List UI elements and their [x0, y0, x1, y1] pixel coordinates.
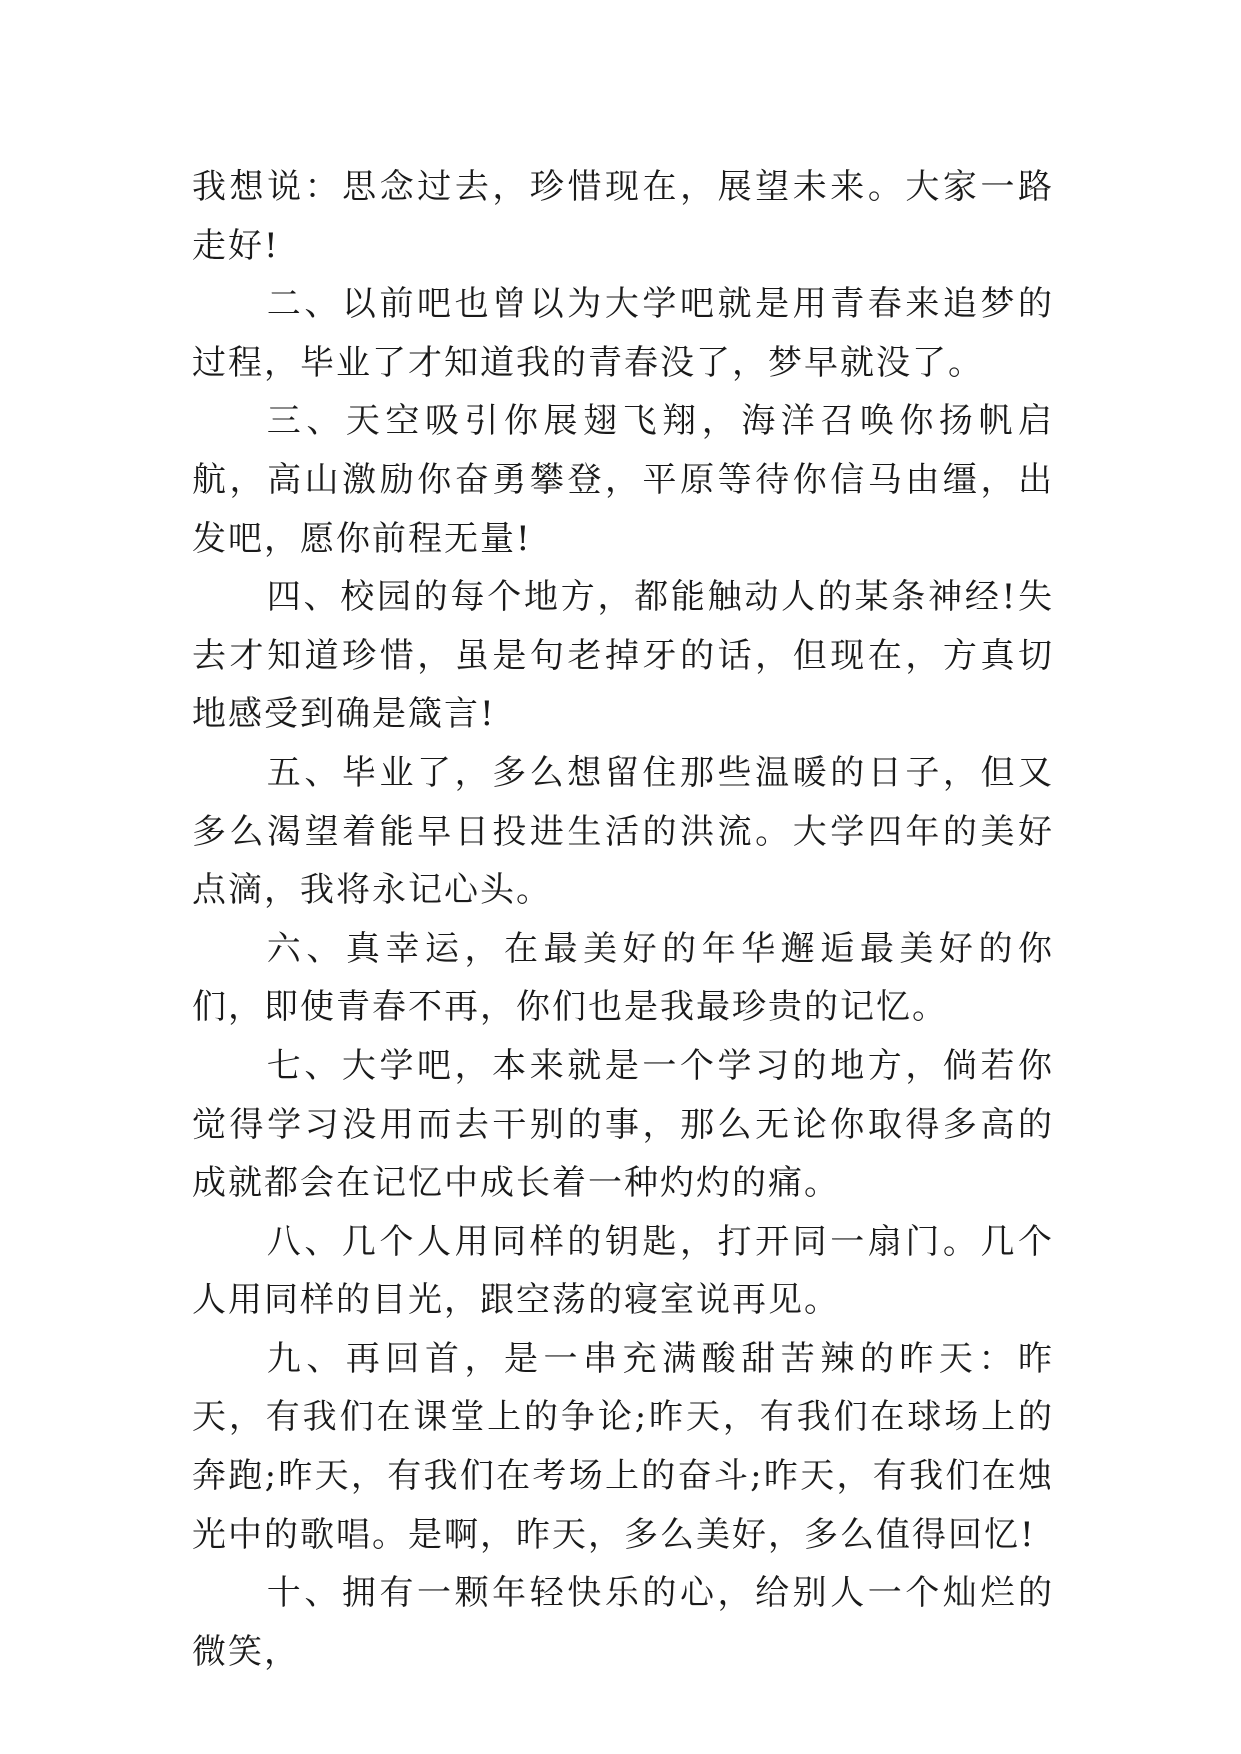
paragraph-10: 十、拥有一颗年轻快乐的心，给别人一个灿烂的微笑，: [192, 1573, 1054, 1672]
paragraph-7: 七、大学吧，本来就是一个学习的地方，倘若你觉得学习没用而去干别的事，那么无论你取得多高的成就都会在记忆中成长着一种灼灼的痛。: [192, 1045, 1054, 1204]
document-body: [192, 158, 1054, 1681]
paragraph-9: 九、再回首，是一串充满酸甜苦辣的昨天：昨天，有我们在课堂上的争论;昨天，有我们在球场上的奔跑;昨天，有我们在考场上的奋斗;昨天，有我们在烛光中的歌唱。是啊，昨天，多么美好，多么值得回忆!: [192, 1338, 1054, 1555]
paragraph-1: 我想说：思念过去，珍惜现在，展望未来。大家一路走好!: [192, 167, 1054, 266]
paragraph-3: 三、天空吸引你展翅飞翔，海洋召唤你扬帆启航，高山激励你奋勇攀登，平原等待你信马由缰，出发吧，愿你前程无量!: [192, 401, 1054, 559]
paragraph-6: 六、真幸运，在最美好的年华邂逅最美好的你们，即使青春不再，你们也是我最珍贵的记忆。: [192, 928, 1054, 1028]
paragraph-2: 二、以前吧也曾以为大学吧就是用青春来追梦的过程，毕业了才知道我的青春没了，梦早就没了。: [192, 284, 1054, 383]
paragraph-5: 五、毕业了，多么想留住那些温暖的日子，但又多么渴望着能早日投进生活的洪流。大学四年的美好点滴，我将永记心头。: [192, 752, 1054, 911]
paragraph-4: 四、校园的每个地方，都能触动人的某条神经!失去才知道珍惜，虽是句老掉牙的话，但现在，方真切地感受到确是箴言!: [192, 577, 1054, 735]
paragraph-8: 八、几个人用同样的钥匙，打开同一扇门。几个人用同样的目光，跟空荡的寝室说再见。: [192, 1221, 1054, 1321]
